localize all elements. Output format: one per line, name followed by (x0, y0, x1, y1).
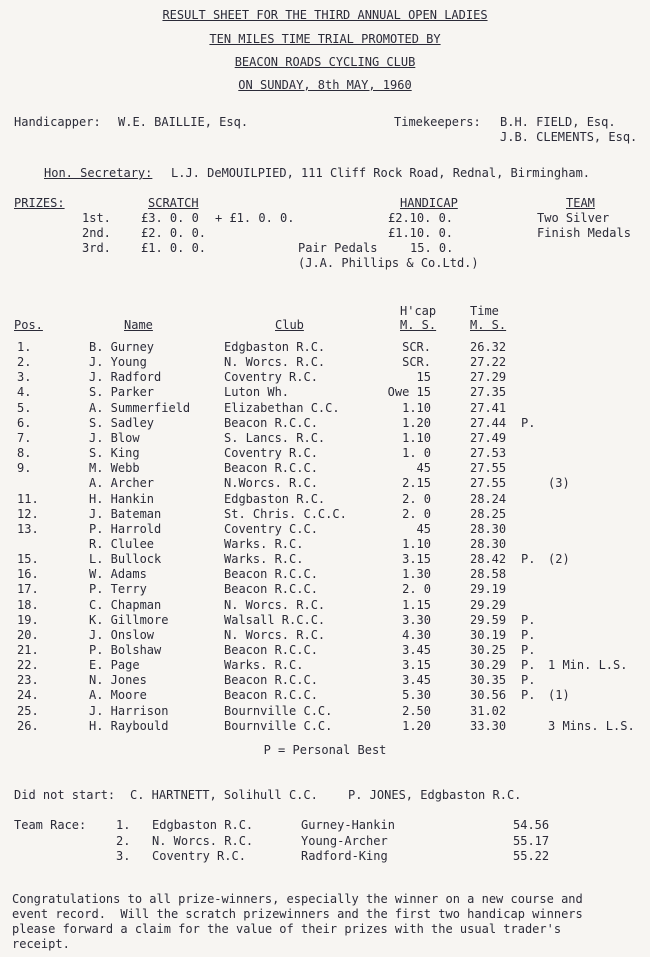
result-club: Beacon R.C.C. (224, 461, 318, 476)
result-name: J. Onslow (89, 627, 155, 642)
table-row (0, 613, 650, 628)
result-pos: 20. (17, 627, 39, 642)
result-note: 1 Min. L.S. (548, 658, 628, 673)
result-name: C. Chapman (89, 597, 162, 612)
result-name: J. Young (89, 355, 147, 370)
result-hcap: 3.15 (402, 552, 431, 567)
team-race-row (0, 818, 650, 833)
table-row (0, 401, 650, 416)
table-row (0, 446, 650, 461)
result-club: Beacon R.C.C. (224, 567, 318, 582)
team-header: TEAM (566, 196, 595, 210)
result-time: 27.49 (470, 430, 507, 445)
result-time: 28.58 (470, 567, 507, 582)
result-pos: 2. (17, 355, 32, 370)
table-row (0, 431, 650, 446)
table-row (0, 673, 650, 688)
result-time: 29.19 (470, 582, 507, 597)
result-club: Walsall R.C.C. (224, 612, 326, 627)
result-club: Coventry C.C. (224, 521, 318, 536)
team-race-time: 55.22 (513, 849, 550, 863)
result-time: 33.30 (470, 718, 507, 733)
result-name: K. Gillmore (89, 612, 169, 627)
result-hcap: 1.20 (402, 415, 431, 430)
table-row (0, 719, 650, 734)
team-race-label: Team Race: (14, 818, 87, 832)
footer-line-2: event record. Will the scratch prizewinners and the first two handicap winners (12, 907, 583, 921)
table-row (0, 628, 650, 643)
team-prize: Finish Medals (537, 226, 631, 240)
result-pos: 12. (17, 506, 39, 521)
result-time: 30.56 (470, 688, 507, 703)
result-name: S. Sadley (89, 415, 155, 430)
result-pos: 25. (17, 703, 39, 718)
result-note: 3 Mins. L.S. (548, 718, 635, 733)
result-club: Edgbaston R.C. (224, 340, 326, 354)
result-pos: 23. (17, 673, 39, 688)
result-hcap: 45 (416, 521, 431, 536)
result-hcap: 1.20 (402, 718, 431, 733)
team-race-riders: Radford-King (301, 849, 388, 863)
time-header-bottom: M. S. (470, 318, 507, 332)
result-club: Beacon R.C.C. (224, 643, 318, 657)
result-pos: 13. (17, 521, 39, 536)
result-personal-best: P. (521, 658, 536, 673)
result-time: 27.22 (470, 355, 507, 370)
prize-place: 1st. (82, 211, 111, 225)
result-name: P. Bolshaw (89, 643, 162, 657)
result-club: Edgbaston R.C. (224, 491, 326, 506)
team-race-pos: 1. (116, 818, 131, 832)
handicap-header: HANDICAP (400, 196, 458, 210)
result-time: 28.30 (470, 521, 507, 536)
result-personal-best: P. (521, 415, 536, 430)
scratch-header: SCRATCH (148, 196, 199, 210)
result-club: N. Worcs. R.C. (224, 627, 326, 642)
handicap-prize: £1.10. 0. (388, 226, 454, 240)
result-time: 27.35 (470, 385, 507, 400)
dns-rider-1: C. HARTNETT, Solihull C.C. (130, 788, 318, 802)
result-hcap: 1.30 (402, 567, 431, 582)
table-row (0, 567, 650, 582)
prize-place: 2nd. (82, 226, 111, 240)
result-club: N. Worcs. R.C. (224, 597, 326, 612)
team-race-row (0, 834, 650, 849)
hcap-header-top: H'cap (400, 304, 437, 318)
result-hcap: SCR. (402, 340, 431, 354)
result-club: Beacon R.C.C. (224, 415, 318, 430)
result-personal-best: P. (521, 673, 536, 688)
result-pos: 21. (17, 643, 39, 657)
result-name: S. King (89, 446, 140, 461)
team-race-row (0, 849, 650, 864)
result-name: J. Bateman (89, 506, 162, 521)
table-row (0, 355, 650, 370)
table-row (0, 643, 650, 658)
result-hcap: 1.10 (402, 430, 431, 445)
result-name: H. Hankin (89, 491, 155, 506)
table-row (0, 461, 650, 476)
result-name: A. Moore (89, 688, 147, 703)
title-line-1: RESULT SHEET FOR THE THIRD ANNUAL OPEN LADIES (162, 8, 488, 22)
result-pos: 7. (17, 430, 32, 445)
result-time: 27.53 (470, 446, 507, 461)
table-row (0, 476, 650, 491)
scratch-extra: + £1. 0. 0. (215, 211, 295, 225)
result-note: (2) (548, 552, 570, 567)
result-personal-best: P. (521, 612, 536, 627)
table-row (0, 370, 650, 385)
result-pos: 19. (17, 612, 39, 627)
title-line-2: TEN MILES TIME TRIAL PROMOTED BY (209, 32, 441, 46)
name-header: Name (124, 318, 153, 332)
result-pos: 1. (17, 340, 32, 354)
timekeeper-2: J.B. CLEMENTS, Esq. (500, 130, 638, 144)
result-name: P. Terry (89, 582, 147, 597)
result-hcap: 1.10 (402, 400, 431, 415)
table-row (0, 582, 650, 597)
result-hcap: 2. 0 (402, 506, 431, 521)
team-race-pos: 2. (116, 833, 131, 848)
table-row (0, 688, 650, 703)
result-time: 27.44 (470, 415, 507, 430)
team-race-club: N. Worcs. R.C. (152, 833, 254, 848)
table-row (0, 492, 650, 507)
result-pos: 11. (17, 491, 39, 506)
result-hcap: 1.10 (402, 536, 431, 551)
result-time: 27.29 (470, 370, 507, 385)
footer-line-1: Congratulations to all prize-winners, especially the winner on a new course and (12, 892, 583, 906)
result-time: 30.35 (470, 673, 507, 688)
result-club: Luton Wh. (224, 385, 290, 400)
table-row (0, 537, 650, 552)
result-hcap: 3.30 (402, 612, 431, 627)
result-personal-best: P. (521, 627, 536, 642)
team-race-pos: 3. (116, 849, 131, 863)
result-pos: 3. (17, 370, 32, 385)
table-row (0, 385, 650, 400)
handicap-prize: £2.10. 0. (388, 211, 454, 225)
result-club: Warks. R.C. (224, 552, 304, 567)
time-header-top: Time (470, 304, 499, 318)
result-name: J. Blow (89, 430, 140, 445)
prizes-label: PRIZES: (14, 196, 65, 210)
dns-label: Did not start: (14, 788, 116, 802)
table-row (0, 598, 650, 613)
result-name: B. Gurney (89, 340, 155, 354)
timekeeper-1: B.H. FIELD, Esq. (500, 115, 616, 129)
pair-pedals-value: 15. 0. (410, 241, 454, 255)
result-club: St. Chris. C.C.C. (224, 506, 347, 521)
footer-line-4: receipt. (12, 937, 70, 951)
result-hcap: 3.45 (402, 673, 431, 688)
result-club: Coventry R.C. (224, 370, 318, 385)
result-time: 27.55 (470, 461, 507, 476)
result-name: R. Clulee (89, 536, 155, 551)
personal-best-legend: P = Personal Best (263, 743, 387, 757)
scratch-prize: £2. 0. 0. (141, 226, 207, 240)
result-time: 31.02 (470, 703, 507, 718)
title-line-3: BEACON ROADS CYCLING CLUB (234, 55, 416, 69)
result-club: S. Lancs. R.C. (224, 430, 326, 445)
result-hcap: Owe 15 (387, 385, 431, 400)
result-hcap: 2. 0 (402, 582, 431, 597)
secretary-details: L.J. DeMOUILPIED, 111 Cliff Rock Road, Rednal, Birmingham. (171, 166, 591, 180)
result-hcap: 2. 0 (402, 491, 431, 506)
result-pos: 8. (17, 446, 32, 461)
result-name: H. Raybould (89, 718, 169, 733)
result-hcap: 5.30 (402, 688, 431, 703)
result-pos: 24. (17, 688, 39, 703)
result-club: Coventry R.C. (224, 446, 318, 461)
result-hcap: 3.15 (402, 658, 431, 673)
result-name: P. Harrold (89, 521, 162, 536)
result-pos: 5. (17, 400, 32, 415)
result-club: N. Worcs. R.C. (224, 355, 326, 370)
table-row (0, 507, 650, 522)
team-race-club: Coventry R.C. (152, 849, 246, 863)
result-club: Warks. R.C. (224, 658, 304, 673)
result-pos: 15. (17, 552, 39, 567)
table-row (0, 552, 650, 567)
pair-pedals-label: Pair Pedals (298, 241, 378, 255)
table-row (0, 416, 650, 431)
result-pos: 16. (17, 567, 39, 582)
result-club: Beacon R.C.C. (224, 582, 318, 597)
result-hcap: 1. 0 (402, 446, 431, 461)
result-name: A. Archer (89, 476, 155, 491)
result-pos: 22. (17, 658, 39, 673)
prize-place: 3rd. (82, 241, 111, 255)
result-hcap: SCR. (402, 355, 431, 370)
pair-pedals-donor: (J.A. Phillips & Co.Ltd.) (298, 256, 479, 270)
result-name: A. Summerfield (89, 400, 191, 415)
result-hcap: 1.15 (402, 597, 431, 612)
table-row (0, 658, 650, 673)
result-time: 28.30 (470, 536, 507, 551)
result-personal-best: P. (521, 552, 536, 567)
team-race-time: 55.17 (513, 833, 550, 848)
result-hcap: 2.15 (402, 476, 431, 491)
result-note: (3) (548, 476, 570, 491)
result-pos: 4. (17, 385, 32, 400)
result-time: 29.59 (470, 612, 507, 627)
result-club: Beacon R.C.C. (224, 673, 318, 688)
result-club: Bournville C.C. (224, 703, 333, 718)
result-club: Elizabethan C.C. (224, 400, 340, 415)
handicapper-name: W.E. BAILLIE, Esq. (118, 115, 249, 129)
footer-line-3: please forward a claim for the value of their prizes with the usual trader's (12, 922, 562, 936)
result-name: M. Webb (89, 461, 140, 476)
result-hcap: 2.50 (402, 703, 431, 718)
scratch-prize: £3. 0. 0 (141, 211, 199, 225)
result-pos: 18. (17, 597, 39, 612)
table-row (0, 522, 650, 537)
team-race-riders: Gurney-Hankin (301, 818, 395, 832)
result-name: E. Page (89, 658, 140, 673)
timekeepers-label: Timekeepers: (394, 115, 481, 129)
result-hcap: 4.30 (402, 627, 431, 642)
result-pos: 17. (17, 582, 39, 597)
result-personal-best: P. (521, 688, 536, 703)
scratch-prize: £1. 0. 0. (141, 241, 207, 255)
table-row (0, 340, 650, 355)
result-time: 28.24 (470, 491, 507, 506)
club-header: Club (275, 318, 304, 332)
secretary-label: Hon. Secretary: (44, 166, 153, 180)
result-name: N. Jones (89, 673, 147, 688)
table-row (0, 704, 650, 719)
result-name: S. Parker (89, 385, 155, 400)
result-name: W. Adams (89, 567, 147, 582)
result-time: 30.19 (470, 627, 507, 642)
team-race-club: Edgbaston R.C. (152, 818, 254, 832)
result-personal-best: P. (521, 643, 536, 657)
result-time: 30.25 (470, 643, 507, 657)
result-club: Warks. R.C. (224, 536, 304, 551)
pos-header: Pos. (14, 318, 43, 332)
result-club: N.Worcs. R.C. (224, 476, 318, 491)
result-time: 28.42 (470, 552, 507, 567)
result-time: 27.41 (470, 400, 507, 415)
result-name: J. Harrison (89, 703, 169, 718)
team-race-time: 54.56 (513, 818, 550, 832)
result-club: Beacon R.C.C. (224, 688, 318, 703)
result-time: 28.25 (470, 506, 507, 521)
result-time: 27.55 (470, 476, 507, 491)
result-pos: 26. (17, 718, 39, 733)
result-hcap: 3.45 (402, 643, 431, 657)
dns-rider-2: P. JONES, Edgbaston R.C. (348, 788, 522, 802)
team-prize: Two Silver (537, 211, 610, 225)
result-club: Bournville C.C. (224, 718, 333, 733)
result-time: 30.29 (470, 658, 507, 673)
result-name: L. Bullock (89, 552, 162, 567)
title-line-4: ON SUNDAY, 8th MAY, 1960 (238, 78, 412, 92)
team-race-riders: Young-Archer (301, 833, 388, 848)
result-hcap: 45 (416, 461, 431, 476)
result-time: 29.29 (470, 597, 507, 612)
result-name: J. Radford (89, 370, 162, 385)
result-time: 26.32 (470, 340, 507, 354)
handicapper-label: Handicapper: (14, 115, 101, 129)
result-hcap: 15 (416, 370, 431, 385)
result-note: (1) (548, 688, 570, 703)
result-pos: 9. (17, 461, 32, 476)
hcap-header-bottom: M. S. (400, 318, 437, 332)
result-pos: 6. (17, 415, 32, 430)
